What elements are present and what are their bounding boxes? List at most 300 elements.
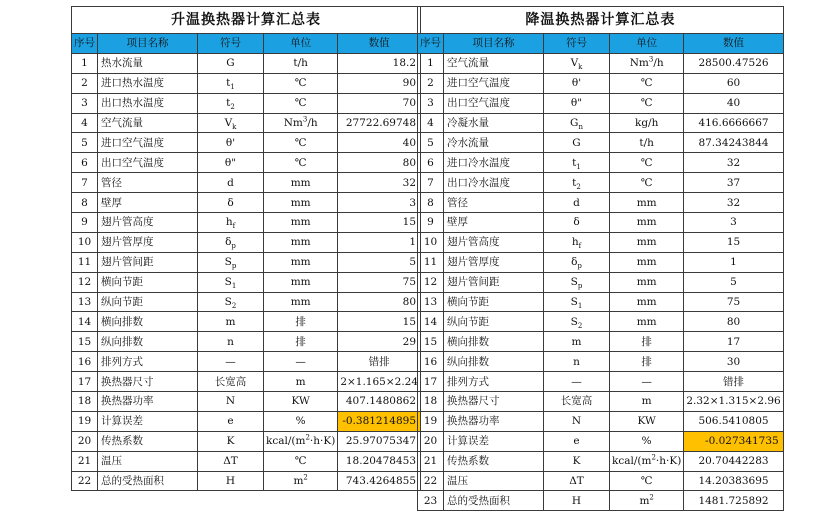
item-symbol [198, 332, 264, 352]
item-value: 14.20383695 [684, 471, 783, 491]
unit-text: kcal/(m [612, 455, 652, 468]
item-value: 40 [684, 93, 783, 113]
row-number: 19 [72, 411, 98, 431]
symbol-text: H [571, 494, 582, 507]
item-symbol [544, 292, 610, 312]
symbol-text: t [226, 77, 231, 90]
row-number: 21 [418, 451, 444, 471]
item-value: 40 [338, 133, 421, 153]
row-number: 14 [72, 312, 98, 332]
item-name: 计算误差 [444, 431, 544, 451]
table-row [418, 213, 784, 233]
row-number: 7 [418, 173, 444, 193]
header-symbol: 符号 [198, 34, 264, 54]
item-name: 横向节距 [98, 272, 198, 292]
row-number: 16 [418, 352, 444, 372]
unit-text: t/h [639, 136, 654, 149]
item-unit [264, 292, 338, 312]
item-name: 温压 [444, 471, 544, 491]
symbol-text: θ' [225, 136, 236, 149]
unit-text: % [295, 415, 306, 428]
unit-text: Nm [629, 57, 649, 70]
table-row [72, 312, 421, 332]
table-row [418, 113, 784, 133]
item-value: 70 [338, 93, 421, 113]
item-symbol [198, 73, 264, 93]
item-name: 换热器功率 [98, 392, 198, 412]
item-name: 进口空气温度 [98, 133, 198, 153]
item-unit [610, 431, 684, 451]
item-name: 热水流量 [98, 53, 198, 73]
item-unit [610, 173, 684, 193]
item-value: 75 [338, 272, 421, 292]
unit-text: 排 [641, 355, 652, 368]
unit-text: mm [290, 236, 311, 249]
row-number: 13 [72, 292, 98, 312]
unit-text: — [295, 355, 306, 368]
symbol-subscript: n [578, 123, 583, 132]
item-name: 冷水流量 [444, 133, 544, 153]
symbol-subscript: k [232, 123, 237, 132]
item-symbol [198, 272, 264, 292]
item-unit [610, 392, 684, 412]
table-row [72, 332, 421, 352]
item-value: 错排 [338, 352, 421, 372]
unit-tail: /h [653, 57, 664, 70]
item-name: 管径 [98, 173, 198, 193]
table-row [418, 173, 784, 193]
row-number: 20 [418, 431, 444, 451]
unit-text: mm [290, 176, 311, 189]
item-symbol [198, 292, 264, 312]
row-number: 21 [72, 451, 98, 471]
symbol-subscript: p [231, 262, 237, 271]
table-row [72, 73, 421, 93]
item-name: 壁厚 [98, 193, 198, 213]
item-value: 3 [338, 193, 421, 213]
table-row [418, 451, 784, 471]
item-value: 30 [684, 352, 783, 372]
symbol-text: — [571, 375, 582, 388]
item-symbol [544, 53, 610, 73]
item-value: 87.34243844 [684, 133, 783, 153]
row-number: 18 [418, 392, 444, 412]
table-row [72, 252, 421, 272]
symbol-text: t [572, 156, 577, 169]
row-number: 15 [418, 332, 444, 352]
unit-text: m [293, 475, 304, 488]
item-value: 15 [338, 312, 421, 332]
table-title: 升温换热器计算汇总表 [72, 7, 421, 34]
item-value: 506.5410805 [684, 411, 783, 431]
item-symbol [198, 252, 264, 272]
symbol-text: n [573, 355, 580, 368]
unit-text: mm [290, 216, 311, 229]
header-unit: 单位 [264, 34, 338, 54]
symbol-text: H [225, 475, 236, 488]
item-unit [264, 173, 338, 193]
heating-exchanger-summary-sheet [71, 6, 421, 491]
symbol-text: θ" [570, 97, 583, 110]
unit-text: ℃ [640, 176, 653, 189]
item-value: 80 [338, 153, 421, 173]
unit-text: mm [290, 276, 311, 289]
unit-text: mm [636, 216, 657, 229]
symbol-text: θ" [224, 156, 237, 169]
symbol-text: K [226, 435, 235, 448]
item-name: 总的受热面积 [98, 471, 198, 491]
item-symbol [198, 173, 264, 193]
table-row [72, 133, 421, 153]
item-unit [610, 53, 684, 73]
item-unit [264, 53, 338, 73]
item-unit [264, 272, 338, 292]
item-symbol [198, 113, 264, 133]
item-value: 17 [684, 332, 783, 352]
item-name: 纵向节距 [98, 292, 198, 312]
table-row [72, 232, 421, 252]
item-value: 5 [684, 272, 783, 292]
symbol-text: N [225, 395, 236, 408]
unit-text: — [641, 375, 652, 388]
row-number: 14 [418, 312, 444, 332]
row-number: 10 [72, 232, 98, 252]
symbol-subscript: 2 [231, 302, 237, 311]
item-unit [264, 372, 338, 392]
row-number: 17 [72, 372, 98, 392]
row-number: 3 [72, 93, 98, 113]
table-row [72, 411, 421, 431]
item-name: 空气流量 [444, 53, 544, 73]
unit-text: ℃ [294, 136, 307, 149]
row-number: 8 [72, 193, 98, 213]
item-unit [610, 332, 684, 352]
unit-text: mm [636, 296, 657, 309]
symbol-text: S [570, 276, 578, 289]
item-value: 3 [684, 213, 783, 233]
table-row [418, 392, 784, 412]
unit-text: mm [636, 276, 657, 289]
symbol-subscript: 1 [230, 83, 235, 92]
item-unit [610, 232, 684, 252]
item-name: 排列方式 [444, 372, 544, 392]
item-value: 28500.47526 [684, 53, 783, 73]
symbol-text: N [571, 415, 582, 428]
unit-text: t/h [293, 57, 308, 70]
item-value: 32 [338, 173, 421, 193]
table-row [418, 471, 784, 491]
item-value: 5 [338, 252, 421, 272]
item-symbol [198, 352, 264, 372]
unit-superscript: 2 [651, 453, 656, 462]
item-value: 1481.725892 [684, 491, 783, 511]
unit-text: m [641, 395, 652, 408]
item-value: 15 [684, 232, 783, 252]
unit-superscript: 3 [302, 115, 308, 124]
item-unit [264, 332, 338, 352]
row-number: 1 [72, 53, 98, 73]
symbol-text: S [224, 296, 232, 309]
item-symbol [544, 93, 610, 113]
item-value: 20.70442283 [684, 451, 783, 471]
item-unit [264, 352, 338, 372]
item-value: 80 [684, 312, 783, 332]
row-number: 22 [72, 471, 98, 491]
unit-text: kg/h [634, 117, 659, 129]
table-row [418, 352, 784, 372]
item-unit [610, 411, 684, 431]
row-number: 13 [418, 292, 444, 312]
header-no: 序号 [418, 34, 444, 54]
item-unit [264, 252, 338, 272]
item-unit [610, 292, 684, 312]
item-value: 37 [684, 173, 783, 193]
row-number: 3 [418, 93, 444, 113]
item-value: 743.4264855 [338, 471, 421, 491]
heating-summary-table [71, 6, 421, 491]
table-row [72, 272, 421, 292]
item-unit [264, 431, 338, 451]
row-number: 12 [418, 272, 444, 292]
symbol-text: δ [227, 196, 234, 209]
row-number: 15 [72, 332, 98, 352]
item-name: 管径 [444, 193, 544, 213]
row-number: 22 [418, 471, 444, 491]
table-row [72, 153, 421, 173]
symbol-text: S [570, 315, 578, 328]
item-value: 75 [684, 292, 783, 312]
row-number: 12 [72, 272, 98, 292]
row-number: 16 [72, 352, 98, 372]
row-number: 19 [418, 411, 444, 431]
table-row [418, 252, 784, 272]
unit-text: m [295, 375, 306, 388]
item-unit [264, 451, 338, 471]
symbol-text: δ [573, 216, 580, 229]
item-value: 32 [684, 153, 783, 173]
item-symbol [198, 193, 264, 213]
symbol-subscript: 1 [577, 302, 583, 311]
symbol-text: e [573, 435, 580, 448]
table-row [418, 93, 784, 113]
item-name: 翅片管厚度 [444, 252, 544, 272]
item-name: 温压 [98, 451, 198, 471]
table-row [418, 292, 784, 312]
table-row [72, 113, 421, 133]
row-number: 23 [418, 491, 444, 511]
item-name: 出口热水温度 [98, 93, 198, 113]
unit-text: ℃ [640, 475, 653, 488]
item-symbol [544, 113, 610, 133]
table-row [418, 73, 784, 93]
row-number: 6 [72, 153, 98, 173]
item-value: 29 [338, 332, 421, 352]
item-symbol [544, 431, 610, 451]
row-number: 2 [72, 73, 98, 93]
row-number: 4 [72, 113, 98, 133]
item-value: -0.381214895 [338, 411, 421, 431]
unit-text: mm [290, 196, 311, 209]
unit-text: ℃ [294, 455, 307, 468]
symbol-text: 长宽高 [214, 375, 247, 388]
symbol-subscript: k [578, 63, 583, 72]
symbol-text: G [572, 136, 581, 149]
table-row [72, 173, 421, 193]
symbol-text: S [224, 276, 232, 289]
table-row [72, 93, 421, 113]
item-symbol [544, 491, 610, 511]
row-number: 17 [418, 372, 444, 392]
item-unit [610, 272, 684, 292]
item-value: 80 [338, 292, 421, 312]
table-row [72, 53, 421, 73]
item-unit [264, 153, 338, 173]
symbol-subscript: 2 [230, 103, 235, 112]
item-value: 15 [338, 213, 421, 233]
item-value: 416.6666667 [684, 113, 783, 133]
item-name: 换热器功率 [444, 411, 544, 431]
symbol-subscript: f [232, 222, 236, 231]
table-row [418, 53, 784, 73]
item-symbol [544, 352, 610, 372]
symbol-text: t [226, 97, 231, 110]
item-symbol [544, 173, 610, 193]
item-name: 出口空气温度 [444, 93, 544, 113]
item-symbol [544, 471, 610, 491]
item-name: 换热器尺寸 [98, 372, 198, 392]
item-name: 空气流量 [98, 113, 198, 133]
table-title: 降温换热器计算汇总表 [418, 7, 784, 34]
unit-text: mm [290, 256, 311, 269]
item-value: 27722.69748 [338, 113, 421, 133]
item-unit [264, 392, 338, 412]
table-row [418, 133, 784, 153]
item-name: 出口冷水温度 [444, 173, 544, 193]
item-symbol [544, 133, 610, 153]
item-unit [610, 73, 684, 93]
item-name: 进口冷水温度 [444, 153, 544, 173]
header-no: 序号 [72, 34, 98, 54]
unit-superscript: 2 [303, 473, 308, 482]
table-row [418, 372, 784, 392]
item-symbol [198, 93, 264, 113]
symbol-text: S [570, 296, 578, 309]
item-unit [264, 411, 338, 431]
table-row [418, 411, 784, 431]
unit-text: ℃ [640, 156, 653, 169]
symbol-text: K [572, 455, 581, 468]
symbol-subscript: p [577, 262, 582, 271]
unit-text: ℃ [294, 97, 307, 110]
unit-superscript: 3 [648, 55, 654, 64]
item-unit [264, 232, 338, 252]
table-row [72, 451, 421, 471]
table-row [72, 392, 421, 412]
row-number: 18 [72, 392, 98, 412]
symbol-text: ΔT [223, 455, 238, 468]
item-name: 翅片管高度 [98, 213, 198, 233]
item-name: 计算误差 [98, 411, 198, 431]
unit-text: ℃ [640, 77, 653, 90]
unit-text: 排 [641, 335, 652, 348]
item-unit [264, 193, 338, 213]
item-name: 横向节距 [444, 292, 544, 312]
item-name: 换热器尺寸 [444, 392, 544, 412]
item-symbol [198, 213, 264, 233]
item-symbol [544, 232, 610, 252]
item-name: 翅片管厚度 [98, 232, 198, 252]
unit-tail: ·h·K) [655, 455, 682, 468]
table-row [418, 272, 784, 292]
symbol-text: G [570, 117, 579, 129]
symbol-text: V [224, 117, 233, 129]
item-symbol [544, 312, 610, 332]
item-value: -0.027341735 [684, 431, 783, 451]
item-name: 出口空气温度 [98, 153, 198, 173]
symbol-text: m [225, 315, 236, 328]
unit-text: KW [291, 395, 310, 408]
item-symbol [544, 372, 610, 392]
symbol-text: e [227, 415, 234, 428]
item-name: 翅片管间距 [98, 252, 198, 272]
item-value: 1 [684, 252, 783, 272]
unit-text: mm [636, 236, 657, 249]
unit-superscript: 2 [305, 433, 310, 442]
table-row [72, 292, 421, 312]
table-row [72, 471, 421, 491]
item-unit [264, 133, 338, 153]
symbol-subscript: 2 [576, 182, 581, 191]
item-unit [610, 451, 684, 471]
item-unit [610, 471, 684, 491]
item-name: 进口空气温度 [444, 73, 544, 93]
symbol-subscript: 2 [577, 322, 583, 330]
unit-text: mm [290, 296, 311, 309]
row-number: 5 [72, 133, 98, 153]
item-symbol [198, 153, 264, 173]
item-unit [264, 213, 338, 233]
item-symbol [198, 312, 264, 332]
unit-text: m [639, 494, 650, 507]
header-value: 数值 [338, 34, 421, 54]
row-number: 10 [418, 232, 444, 252]
header-name: 项目名称 [98, 34, 198, 54]
unit-text: % [641, 435, 652, 448]
item-symbol [198, 133, 264, 153]
table-row [418, 193, 784, 213]
symbol-text: δ [225, 236, 232, 249]
header-unit: 单位 [610, 34, 684, 54]
unit-text: 排 [295, 335, 306, 348]
item-name: 横向排数 [98, 312, 198, 332]
unit-tail: ·h·K) [309, 435, 336, 448]
symbol-subscript: p [577, 282, 583, 291]
header-symbol: 符号 [544, 34, 610, 54]
symbol-text: n [227, 335, 234, 348]
unit-text: 排 [295, 315, 306, 328]
item-unit [610, 372, 684, 392]
table-row [72, 213, 421, 233]
unit-text: Nm [283, 117, 303, 129]
item-symbol [198, 431, 264, 451]
symbol-subscript: 1 [576, 162, 581, 171]
item-unit [264, 93, 338, 113]
item-unit [264, 312, 338, 332]
unit-text: KW [637, 415, 656, 428]
symbol-text: V [570, 57, 579, 70]
symbol-subscript: 1 [231, 282, 237, 291]
item-name: 进口热水温度 [98, 73, 198, 93]
